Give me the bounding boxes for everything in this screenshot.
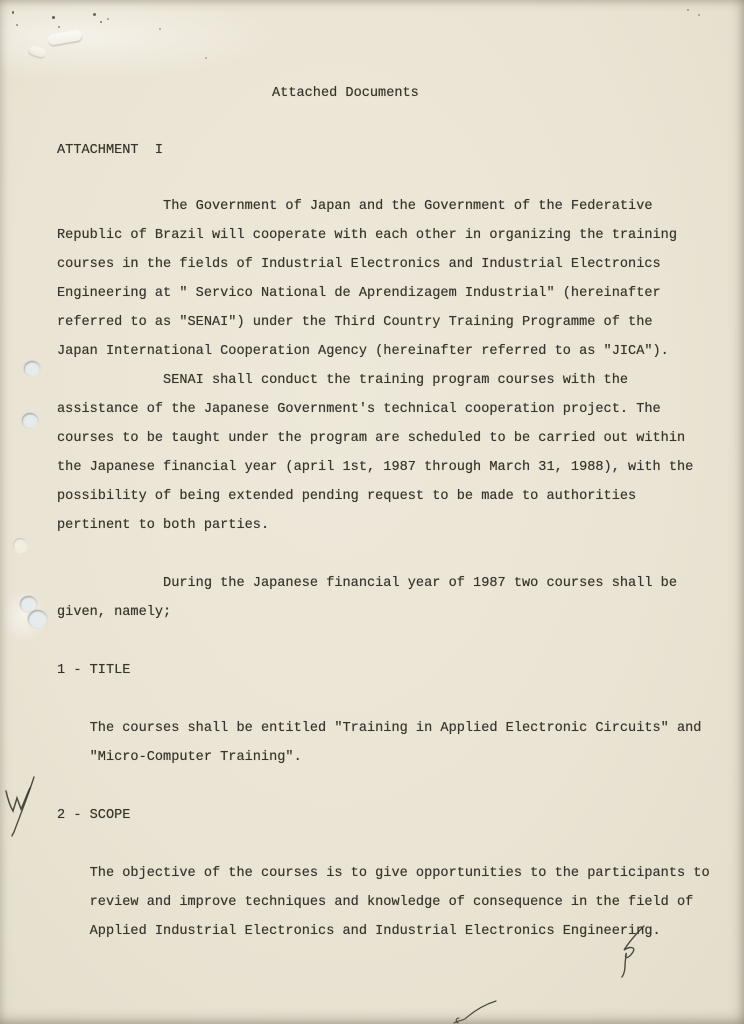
text-line: The objective of the courses is to give opportunities to the participants to [57, 866, 710, 881]
text-line: courses to be taught under the program are scheduled to be carried out within [57, 431, 686, 446]
ink-speck [58, 26, 60, 28]
courses-paragraph [57, 569, 677, 627]
text-line: Japan International Cooperation Agency (hereinafter referred to as "JICA"). [57, 344, 669, 359]
handwritten-mark-bottom [452, 1000, 498, 1024]
text-line: The courses shall be entitled "Training in Applied Electronic Circuits" and [57, 721, 702, 736]
attachment-heading: ATTACHMENT I [57, 143, 164, 158]
text-line: review and improve techniques and knowledge of consequence in the field of [57, 895, 694, 910]
text-line: courses in the fields of Industrial Electronics and Industrial Electronics [57, 257, 661, 272]
handwritten-signature-mark [598, 924, 658, 979]
ink-speck [205, 57, 207, 59]
text-line: the Japanese financial year (april 1st, 1987 through March 31, 1988), with the [57, 460, 694, 475]
ink-speck [16, 24, 18, 26]
ink-speck [687, 9, 689, 11]
ink-speck [93, 13, 96, 16]
text-line: During the Japanese financial year of 1987 two courses shall be [57, 576, 677, 591]
text-line: assistance of the Japanese Government's technical cooperation project. The [57, 402, 661, 417]
text-line: possibility of being extended pending request to be made to authorities [57, 489, 637, 504]
punch-hole [28, 610, 47, 628]
ink-speck [12, 11, 14, 14]
punch-hole [24, 361, 40, 376]
punch-hole-faint [13, 538, 27, 552]
page-title: Attached Documents [272, 86, 419, 101]
ink-speck [698, 14, 700, 16]
ink-speck [159, 28, 161, 30]
text-line: referred to as "SENAI") under the Third Country Training Programme of the [57, 315, 653, 330]
text-line: Engineering at " Servico National de Aprendizagem Industrial" (hereinafter [57, 286, 661, 301]
text-line: "Micro-Computer Training". [57, 750, 302, 765]
section-title-body [57, 714, 701, 772]
ink-speck [100, 21, 102, 23]
ink-speck [107, 18, 109, 20]
text-line: Republic of Brazil will cooperate with each other in organizing the training [57, 228, 677, 243]
intro-paragraph [57, 192, 693, 540]
text-line: Applied Industrial Electronics and Industrial Electronics Engineering. [57, 924, 661, 939]
text-line: The Government of Japan and the Government of the Federative [57, 199, 653, 214]
section-title-heading: 1 - TITLE [57, 663, 131, 678]
text-line: SENAI shall conduct the training program courses with the [57, 373, 629, 388]
handwritten-initial-left-margin [3, 775, 43, 837]
text-line: given, namely; [57, 605, 172, 620]
ink-speck [52, 16, 55, 19]
text-line: pertinent to both parties. [57, 518, 270, 533]
paper-damage-highlight [0, 0, 280, 80]
section-scope-heading: 2 - SCOPE [57, 808, 131, 823]
punch-hole [22, 413, 38, 428]
